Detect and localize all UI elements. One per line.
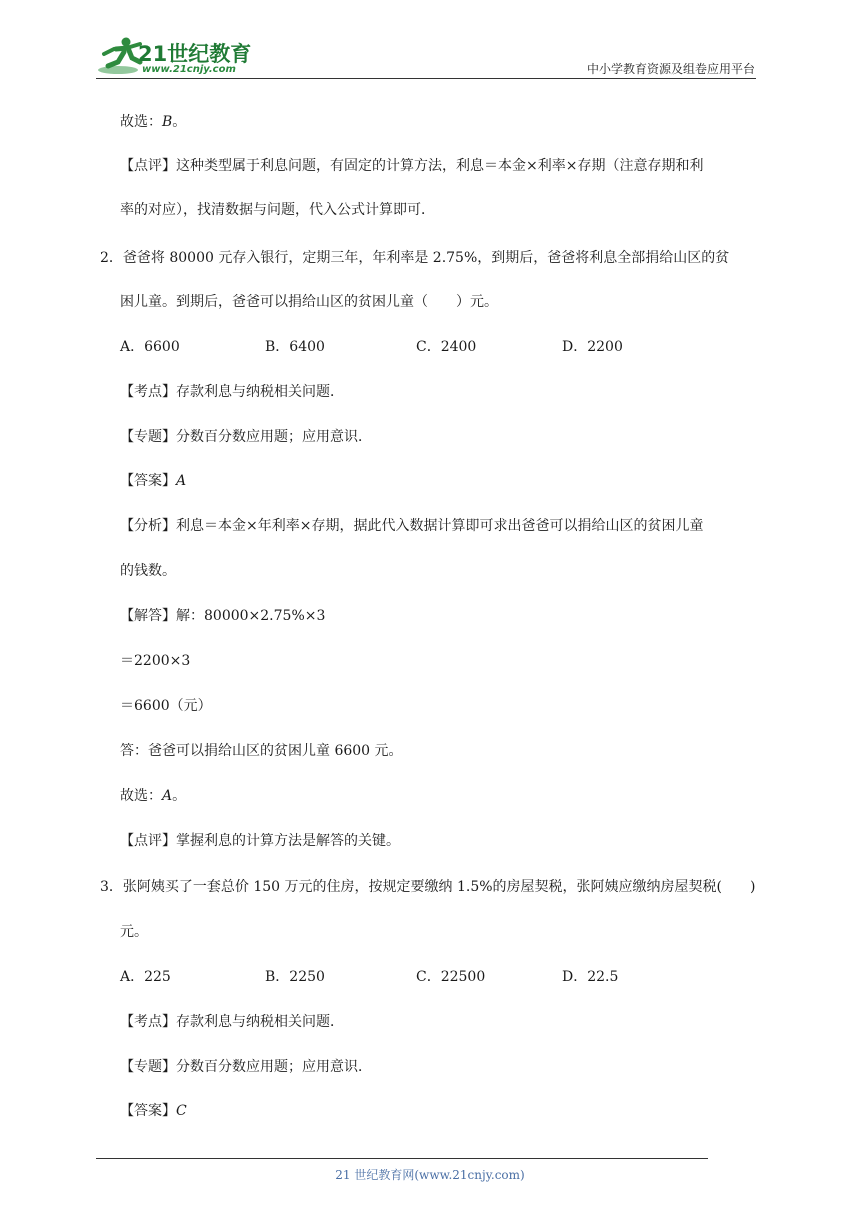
q2-analysis-line1: 【分析】利息＝本金×年利率×存期，据此代入数据计算即可求出爸爸可以捐给山区的贫困儿童 (120, 518, 704, 534)
q2-choice: 故选：A。 (120, 788, 187, 804)
q2-solution-line1: 【解答】解：80000×2.75%×3 (120, 608, 326, 624)
q3-option-b: B．2250 (265, 969, 325, 985)
site-logo (96, 34, 266, 80)
q2-answer: 【答案】A (120, 473, 187, 489)
q2-stem-line2: 困儿童。到期后，爸爸可以捐给山区的贫困儿童（ ）元。 (120, 294, 498, 310)
q3-stem-line2: 元。 (120, 924, 148, 940)
logo-url: www.21cnjy.com (142, 64, 236, 75)
q2-reply: 答：爸爸可以捐给山区的贫困儿童 6600 元。 (120, 743, 403, 759)
q1-review-line2: 率的对应），找清数据与问题，代入公式计算即可． (120, 202, 435, 218)
q1-review-line1: 【点评】这种类型属于利息问题，有固定的计算方法，利息＝本金×利率×存期（注意存期和利 (120, 158, 704, 174)
q2-option-a: A．6600 (120, 339, 180, 355)
q1-choice: 故选：B。 (120, 114, 187, 130)
q2-analysis-line2: 的钱数。 (120, 563, 176, 579)
platform-name: 中小学教育资源及组卷应用平台 (586, 62, 755, 76)
q2-stem-line1: 2．爸爸将 80000 元存入银行，定期三年，年利率是 2.75%，到期后，爸爸将利息全部捐给山区的贫 (100, 250, 730, 266)
q2-option-b: B．6400 (265, 339, 325, 355)
q3-option-a: A．225 (120, 969, 171, 985)
header-divider (96, 78, 756, 79)
q2-option-c: C．2400 (416, 339, 477, 355)
q3-option-c: C．22500 (416, 969, 486, 985)
q2-zhuanti: 【专题】分数百分数应用题；应用意识． (120, 429, 372, 445)
page-header (0, 0, 860, 84)
q3-answer: 【答案】C (120, 1103, 187, 1119)
q2-option-d: D．2200 (562, 339, 623, 355)
footer-divider (96, 1158, 708, 1159)
q3-stem-line1: 3．张阿姨买了一套总价 150 万元的住房，按规定要缴纳 1.5%的房屋契税，张阿姨应缴纳房屋契税( ) (100, 879, 756, 895)
q2-solution-line2: ＝2200×3 (120, 653, 191, 669)
logo-name: 21世纪教育 (138, 42, 252, 66)
q3-option-d: D．22.5 (562, 969, 619, 985)
q2-solution-line3: ＝6600（元） (120, 698, 212, 714)
q2-kaodian: 【考点】存款利息与纳税相关问题． (120, 384, 344, 400)
q3-zhuanti: 【专题】分数百分数应用题；应用意识． (120, 1059, 372, 1075)
q3-kaodian: 【考点】存款利息与纳税相关问题． (120, 1014, 344, 1030)
footer-site-link[interactable]: 21 世纪教育网(www.21cnjy.com) (335, 1168, 525, 1182)
q2-review: 【点评】掌握利息的计算方法是解答的关键。 (120, 833, 400, 849)
